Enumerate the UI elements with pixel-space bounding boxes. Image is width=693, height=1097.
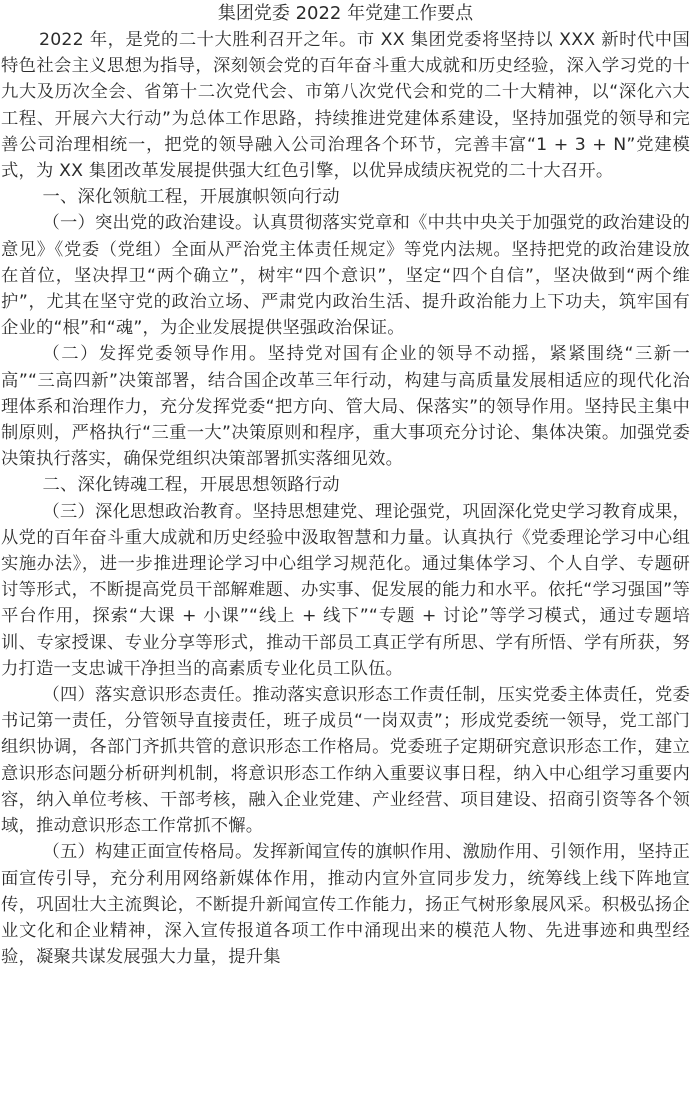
document-title: 集团党委 2022 年党建工作要点: [217, 3, 474, 24]
paragraph-3: （三）深化思想政治教育。坚持思想建党、理论强党，巩固深化党史学习教育成果，从党的百年奋斗重大成就和历史经验中汲取智慧和力量。认真执行《党委理论学习中心组实施办法》，进一步推进理论学习中心组学习规范化。通过集体学习、个人自学、专题研讨等形式，不断提高党员干部解难题、办实事、促发展的能力和水平。依托“学习强国”等平台作用，探索“大课 + 小课”“线上 + 线下”“专题 + 讨论”等学习模式，通过专题培训、专家授课、专业分享等形式，推动干部员工真正学有所思、学有所悟、学有所获，努力打造一支忠诚干净担当的高素质专业化员工队伍。: [1, 501, 690, 679]
paragraph-1: （一）突出党的政治建设。认真贯彻落实党章和《中共中央关于加强党的政治建设的意见》《党委（党组）全面从严治党主体责任规定》等党内法规。坚持把党的政治建设放在首位，坚决捍卫“两个确立”，树牢“四个意识”，坚定“四个自信”，坚决做到“两个维护”，尤其在坚守党的政治立场、严肃党内政治生活、提升政治能力上下功夫，筑牢国有企业的“根”和“魂”，为企业发展提供坚强政治保证。: [1, 213, 690, 339]
intro-paragraph: 2022 年，是党的二十大胜利召开之年。市 XX 集团党委将坚持以 XXX 新时代中国特色社会主义思想为指导，深刻领会党的百年奋斗重大成就和历史经验，深入学习党的十九大及历次全会、省第十二次党代会、市第八次党代会和党的二十大精神，以“深化六大工程、开展六大行动”为总体工作思路，持续推进党建体系建设，坚持加强党的领导和完善公司治理相统一，把党的领导融入公司治理各个环节，完善丰富“1 + 3 + N”党建模式，为 XX 集团改革发展提供强大红色引擎，以优异成绩庆祝党的二十大召开。: [1, 30, 690, 182]
paragraph-4: （四）落实意识形态责任。推动落实意识形态工作责任制，压实党委主体责任，党委书记第一责任，分管领导直接责任，班子成员“一岗双责”；形成党委统一领导，党工部门组织协调，各部门齐抓共管的意识形态工作格局。党委班子定期研究意识形态工作，建立意识形态问题分析研判机制，将意识形态工作纳入重要议事日程，纳入中心组学习重要内容，纳入单位考核、干部考核，融入企业党建、产业经营、项目建设、招商引资等各个领域，推动意识形态工作常抓不懈。: [1, 685, 690, 837]
paragraph-5: （五）构建正面宣传格局。发挥新闻宣传的旗帜作用、激励作用、引领作用，坚持正面宣传引导，充分利用网络新媒体作用，推动内宣外宣同步发力，统筹线上线下阵地宣传，巩固壮大主流舆论，不断提升新闻宣传工作能力，扬正气树形象展风采。积极弘扬企业文化和企业精神，深入宣传报道各项工作中涌现出来的模范人物、先进事迹和典型经验，凝聚共谋发展强大力量，提升集: [1, 842, 690, 968]
section-heading-2: 二、深化铸魂工程，开展思想领路行动: [42, 475, 340, 496]
paragraph-2: （二）发挥党委领导作用。坚持党对国有企业的领导不动摇，紧紧围绕“三新一高”“三高四新”决策部署，结合国企改革三年行动，构建与高质量发展相适应的现代化治理体系和治理作力，充分发挥党委“把方向、管大局、保落实”的领导作用。坚持民主集中制原则，严格执行“三重一大”决策原则和程序，重大事项充分讨论、集体决策。加强党委决策执行落实，确保党组织决策部署抓实落细见效。: [1, 344, 690, 470]
section-heading-1: 一、深化领航工程，开展旗帜领向行动: [42, 187, 340, 208]
